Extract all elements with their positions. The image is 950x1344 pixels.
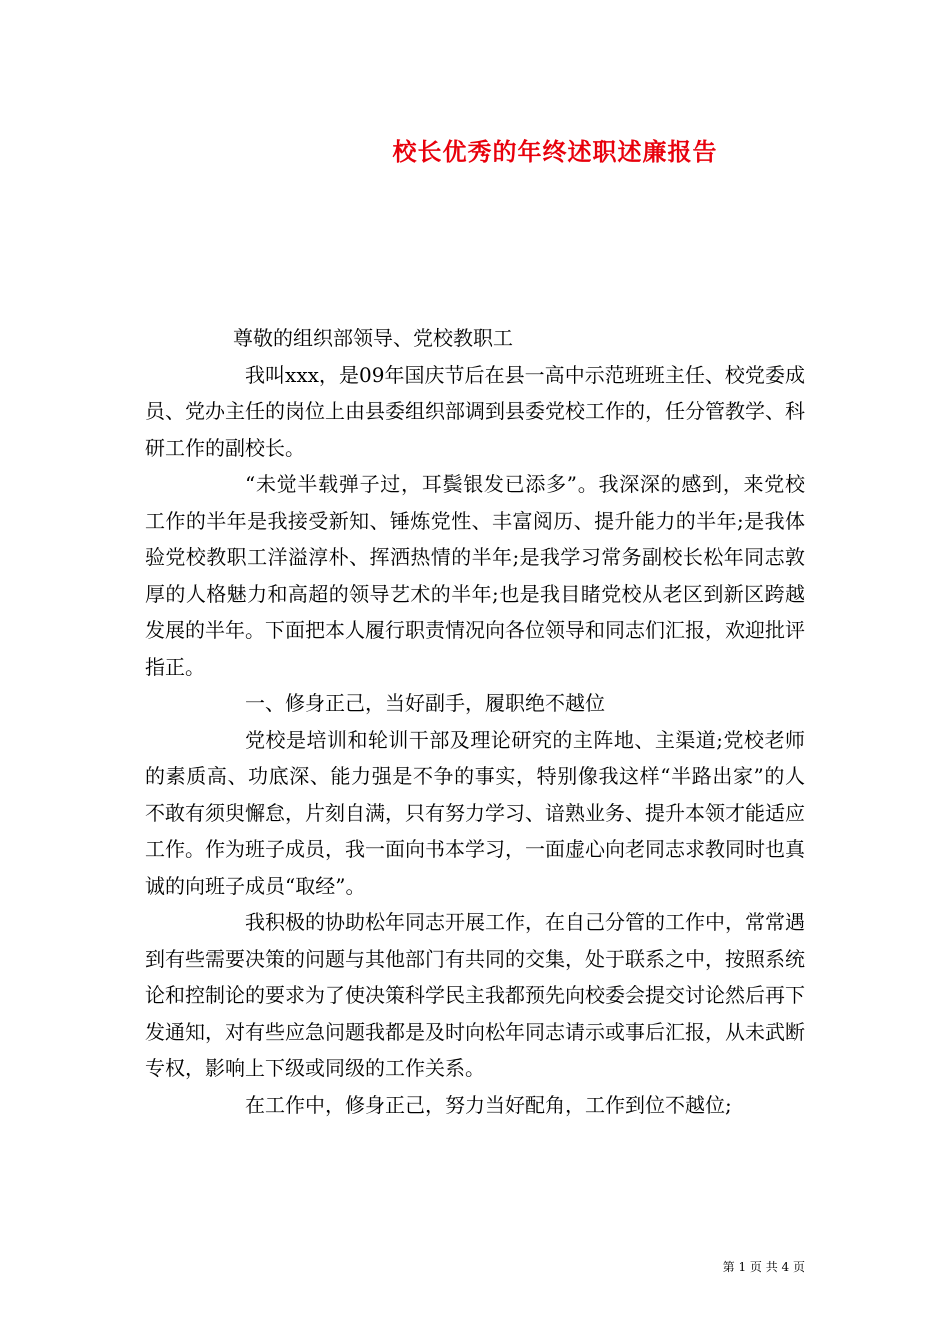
body-paragraph: 党校是培训和轮训干部及理论研究的主阵地、主渠道;党校老师的素质高、功底深、能力强是不争的事实，特别像我这样“半路出家”的人不敢有须臾懈怠，片刻自满，只有努力学习、谙熟业务、提升本领才能适应工作。作为班子成员，我一面向书本学习，一面虚心向老同志求教同时也真诚的向班子成员“取经”。 <box>145 727 805 898</box>
body-paragraph: 在工作中，修身正己，努力当好配角，工作到位不越位; <box>245 1092 732 1117</box>
page-number-footer: 第 1 页 共 4 页 <box>722 1260 805 1274</box>
section-heading: 一、修身正己，当好副手，履职绝不越位 <box>245 691 605 715</box>
body-paragraph: “未觉半载弹子过，耳鬓银发已添多”。我深深的感到，来党校工作的半年是我接受新知、锤炼党性、丰富阅历、提升能力的半年;是我体验党校教职工洋溢淳朴、挥洒热情的半年;是我学习常务副校长松年同志敦厚的人格魅力和高超的领导艺术的半年;也是我目睹党校从老区到新区跨越发展的半年。下面把本人履行职责情况向各位领导和同志们汇报，欢迎批评指正。 <box>145 472 805 679</box>
document-title: 校长优秀的年终述职述廉报告 <box>392 137 718 166</box>
body-paragraph: 我积极的协助松年同志开展工作，在自己分管的工作中，常常遇到有些需要决策的问题与其他部门有共同的交集，处于联系之中，按照系统论和控制论的要求为了使决策科学民主我都预先向校委会提交讨论然后再下发通知，对有些应急问题我都是及时向松年同志请示或事后汇报，从未武断专权，影响上下级或同级的工作关系。 <box>145 910 805 1080</box>
body-paragraph: 我叫xxx，是09年国庆节后在县一高中示范班班主任、校党委成员、党办主任的岗位上由县委组织部调到县委党校工作的，任分管教学、科研工作的副校长。 <box>145 362 805 460</box>
salutation-paragraph: 尊敬的组织部领导、党校教职工 <box>233 326 513 350</box>
document-body <box>145 320 805 1123</box>
